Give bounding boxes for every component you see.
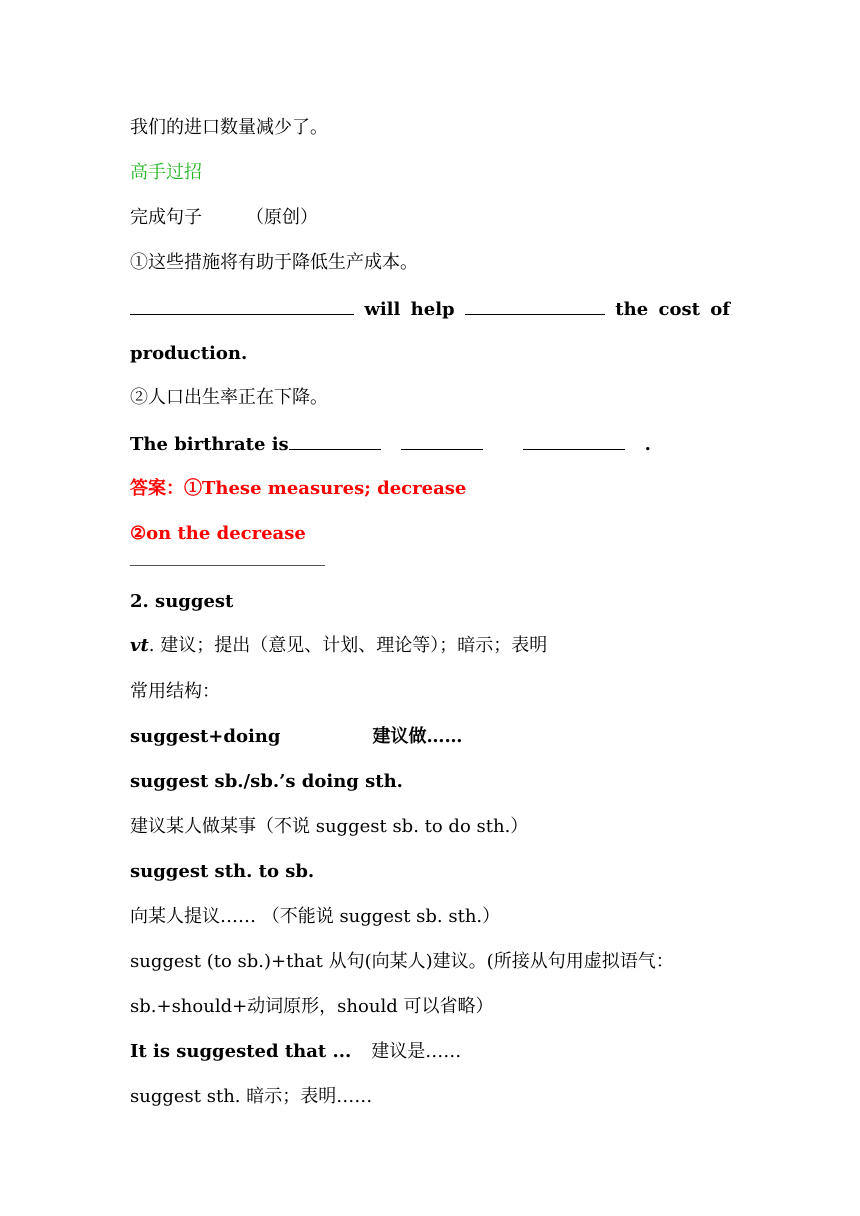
definition-text: . 建议；提出（意见、计划、理论等）；暗示；表明 [148, 635, 548, 656]
sentence-import-decrease: 我们的进口数量减少了。 [130, 117, 328, 138]
structure-4: suggest (to sb.)+that 从句(向某人)建议。(所接从句用虚拟语气： [130, 951, 674, 972]
answer-blank[interactable] [401, 431, 483, 450]
structure-pattern: It is suggested that ... [130, 1041, 352, 1062]
structure-5 [130, 1039, 461, 1065]
structure-meaning: 建议是…… [371, 1041, 462, 1062]
answer-blank[interactable] [465, 296, 605, 315]
structure-2-meaning: 建议某人做某事（不说 suggest sb. to do sth.） [130, 816, 529, 837]
word-help: help [410, 299, 455, 320]
structure-6: suggest sth. 暗示；表明…… [130, 1086, 373, 1107]
answer-blank[interactable] [523, 431, 625, 450]
sentence-continuation: production. [130, 343, 248, 364]
answer-line-1: 答案：①These measures; decrease [130, 478, 467, 499]
answer-line-2: ②on the decrease [130, 523, 306, 544]
section-divider [130, 565, 325, 566]
structure-meaning: 建议做…… [372, 726, 463, 747]
sentence-end: . [644, 434, 651, 455]
sentence-start: The birthrate is [130, 434, 289, 455]
structure-3-meaning: 向某人提议…… （不能说 suggest sb. sth.） [130, 906, 501, 927]
exercise-title [130, 205, 318, 231]
word-of: of [710, 299, 730, 320]
exercise-sentence-1 [130, 296, 730, 323]
structure-4-note: sb.+should+动词原形，should 可以省略） [130, 996, 494, 1017]
exercise-source: （原创） [246, 207, 318, 228]
exercise-prompt-1: ①这些措施将有助于降低生产成本。 [130, 252, 418, 273]
word-cost: cost [658, 299, 700, 320]
structure-1 [130, 724, 462, 750]
word-the: the [615, 299, 649, 320]
answer-blank[interactable] [289, 431, 381, 450]
word-will: will [364, 299, 401, 320]
section-heading-practice: 高手过招 [130, 162, 202, 183]
exercise-prompt-2: ②人口出生率正在下降。 [130, 387, 328, 408]
structure-3: suggest sth. to sb. [130, 861, 315, 882]
structure-pattern: suggest+doing [130, 726, 281, 747]
exercise-sentence-2 [130, 431, 651, 458]
structure-2: suggest sb./sb.’s doing sth. [130, 771, 403, 792]
part-of-speech: vt [130, 635, 149, 656]
structures-label: 常用结构： [130, 681, 220, 702]
answer-blank[interactable] [130, 296, 354, 315]
exercise-label: 完成句子 [130, 207, 202, 228]
vocab-heading: 2. suggest [130, 591, 234, 612]
definition-line [130, 633, 547, 659]
